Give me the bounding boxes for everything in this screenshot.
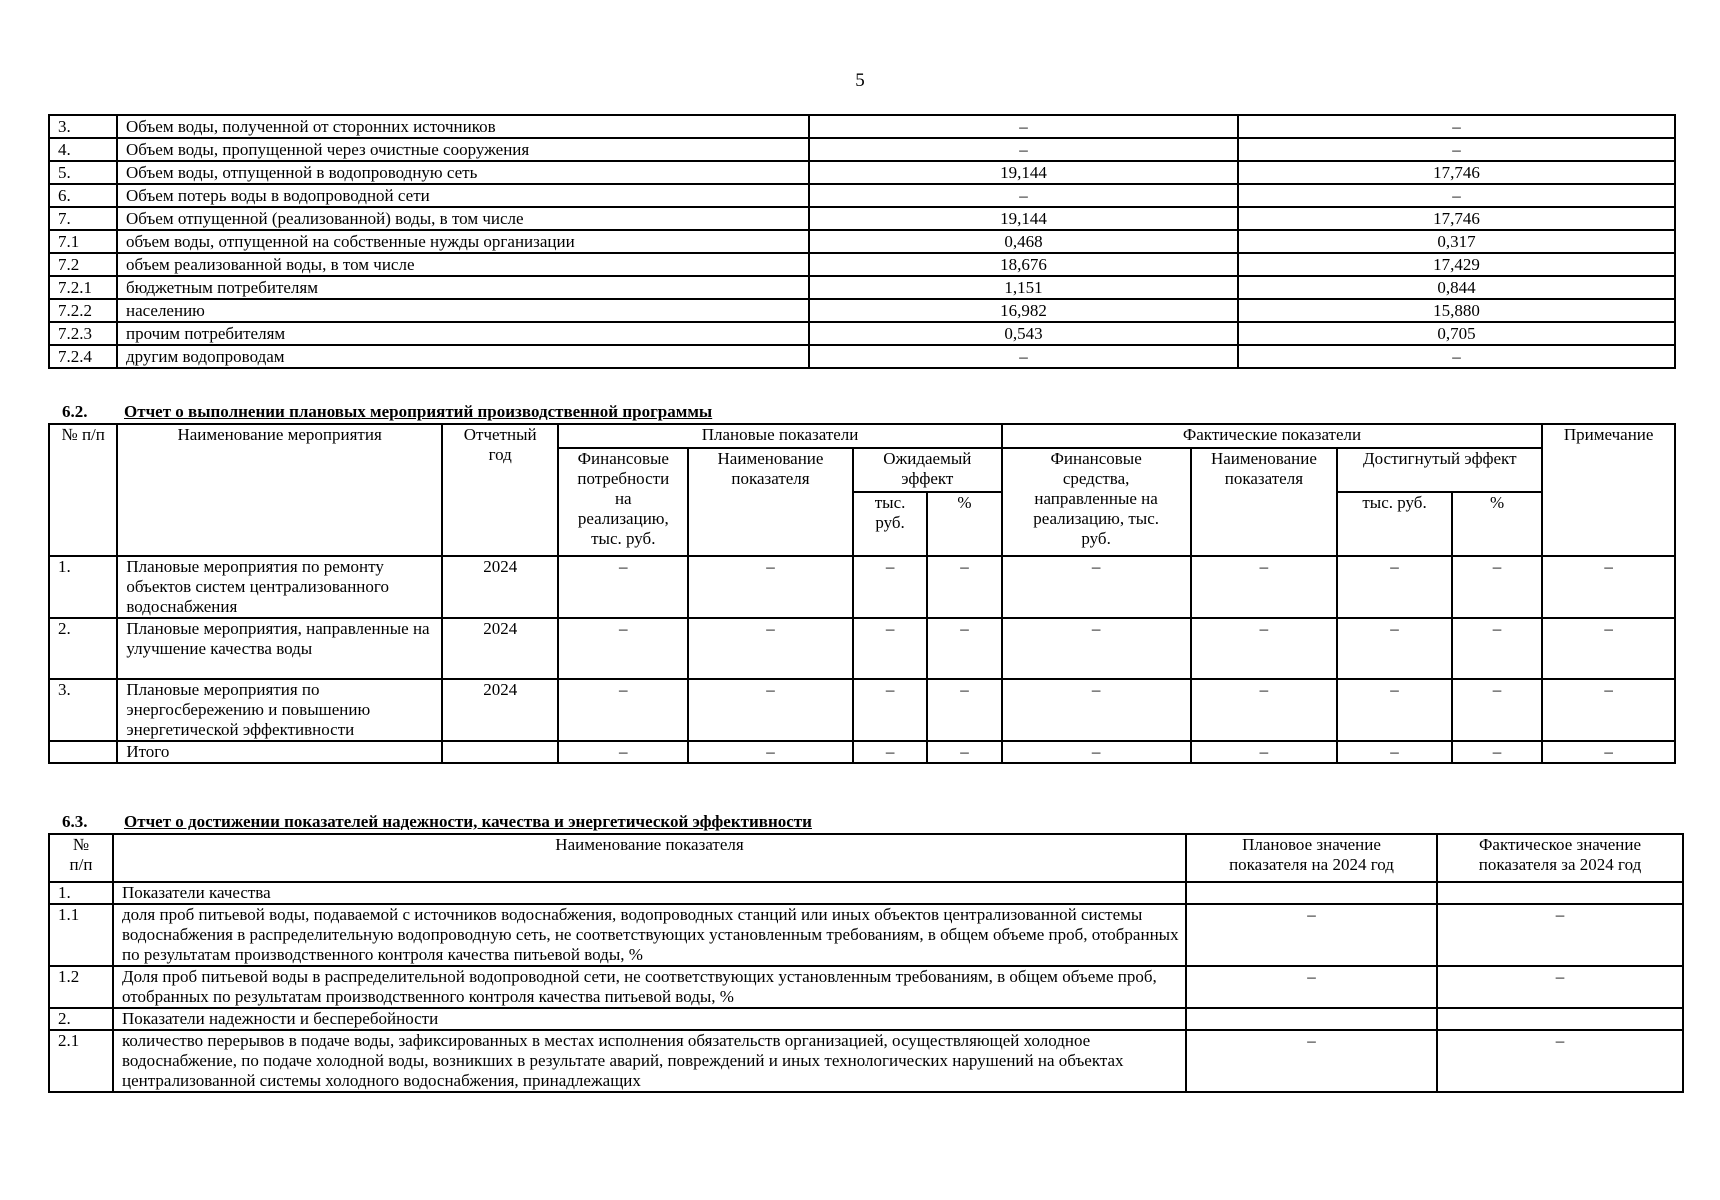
fact-value: 0,317 <box>1238 230 1675 253</box>
fact-eff-header: Достигнутый эффект <box>1337 448 1542 492</box>
row-number: 7.2.2 <box>49 299 117 322</box>
row-name: объем реализованной воды, в том числе <box>117 253 809 276</box>
table-row <box>49 207 1675 230</box>
row-cell: – <box>1191 679 1338 741</box>
row-cell: – <box>1542 556 1675 618</box>
row-year: 2024 <box>442 618 559 679</box>
plan-value: – <box>809 184 1238 207</box>
fact-value: 0,705 <box>1238 322 1675 345</box>
fact-value: – <box>1238 138 1675 161</box>
section-title-text: Отчет о достижении показателей надежности, качества и энергетической эффективности <box>124 812 812 831</box>
indicators-body <box>49 882 1683 1092</box>
plan-value: 0,468 <box>809 230 1238 253</box>
row-cell: – <box>1452 618 1542 679</box>
water-balance-table <box>48 114 1676 369</box>
row-cell: – <box>1002 679 1191 741</box>
row-number: 2. <box>49 618 117 679</box>
total-cell: – <box>927 741 1001 763</box>
row-number: 4. <box>49 138 117 161</box>
plan-ind-header: Наименование показателя <box>688 448 853 556</box>
total-cell: – <box>688 741 853 763</box>
fact-value: – <box>1437 966 1683 1008</box>
row-year <box>442 741 559 763</box>
row-number: 2.1 <box>49 1030 113 1092</box>
row-cell: – <box>1452 679 1542 741</box>
row-number: 2. <box>49 1008 113 1030</box>
row-cell: – <box>927 556 1001 618</box>
col-fact-header: Фактическое значение показателя за 2024 год <box>1437 834 1683 882</box>
table-row <box>49 966 1683 1008</box>
row-name: объем воды, отпущенной на собственные нужды организации <box>117 230 809 253</box>
row-year: 2024 <box>442 556 559 618</box>
col-note-header: Примечание <box>1542 424 1675 556</box>
col-name-header: Наименование мероприятия <box>117 424 442 556</box>
fact-value: 17,429 <box>1238 253 1675 276</box>
header-row-1 <box>49 424 1675 448</box>
row-cell: – <box>558 679 688 741</box>
row-number: 1. <box>49 882 113 904</box>
row-cell: – <box>853 618 927 679</box>
row-name: Объем воды, отпущенной в водопроводную сеть <box>117 161 809 184</box>
row-name: прочим потребителям <box>117 322 809 345</box>
plan-value: – <box>1186 966 1437 1008</box>
plan-eff-header: Ожидаемый эффект <box>853 448 1002 492</box>
row-cell: – <box>1191 556 1338 618</box>
indicators-header-row <box>49 834 1683 882</box>
fact-value: 0,844 <box>1238 276 1675 299</box>
col-num-header: № п/п <box>49 834 113 882</box>
row-cell: – <box>853 556 927 618</box>
table-row <box>49 276 1675 299</box>
plan-eff-pct-header: % <box>927 492 1001 556</box>
fact-group-header: Фактические показатели <box>1002 424 1543 448</box>
table-row <box>49 1008 1683 1030</box>
fact-ind-header: Наименование показателя <box>1191 448 1338 556</box>
fact-value: – <box>1238 184 1675 207</box>
fact-value <box>1437 882 1683 904</box>
row-cell: – <box>1002 556 1191 618</box>
row-cell: – <box>927 679 1001 741</box>
row-number <box>49 741 117 763</box>
row-number: 1. <box>49 556 117 618</box>
table-row <box>49 556 1675 618</box>
plan-value: 18,676 <box>809 253 1238 276</box>
section-title-text: Отчет о выполнении плановых мероприятий производственной программы <box>124 402 713 421</box>
total-row <box>49 741 1675 763</box>
row-cell: – <box>688 556 853 618</box>
table-row <box>49 299 1675 322</box>
fact-value: – <box>1238 115 1675 138</box>
fact-value <box>1437 1008 1683 1030</box>
col-plan-header: Плановое значение показателя на 2024 год <box>1186 834 1437 882</box>
total-cell: – <box>1452 741 1542 763</box>
row-name: Доля проб питьевой воды в распределительной водопроводной сети, не соответствующих установленным требованиям, в общем объеме проб, отобранных по результатам производственного контроля качества питьевой воды, % <box>113 966 1186 1008</box>
row-name: доля проб питьевой воды, подаваемой с источников водоснабжения, водопроводных станций или иных объектов централизованной системы водоснабжения в распределительную водопроводную сеть, не соответствующих установленным требованиям, в общем объеме проб, отобранных по результатам производственного контроля качества питьевой воды, % <box>113 904 1186 966</box>
row-cell: – <box>558 618 688 679</box>
row-name: количество перерывов в подаче воды, зафиксированных в местах исполнения обязательств организацией, осуществляющей холодное водоснабжение, по подаче холодной воды, возникших в результате аварий, повреждений и иных технологических нарушений на объектах централизованной системы холодного водоснабжения, принадлежащих <box>113 1030 1186 1092</box>
table-row <box>49 253 1675 276</box>
row-cell: – <box>1337 556 1452 618</box>
water-balance-body <box>49 115 1675 368</box>
row-number: 6. <box>49 184 117 207</box>
planned-measures-body <box>49 556 1675 763</box>
row-year: 2024 <box>442 679 559 741</box>
fact-value: – <box>1238 345 1675 368</box>
fact-eff-pct-header: % <box>1452 492 1542 556</box>
row-cell: – <box>688 618 853 679</box>
row-cell: – <box>1002 618 1191 679</box>
plan-value <box>1186 1008 1437 1030</box>
row-name: Показатели качества <box>113 882 1186 904</box>
total-cell: – <box>1337 741 1452 763</box>
table-row <box>49 679 1675 741</box>
reliability-indicators-table <box>48 833 1684 1093</box>
row-number: 7.1 <box>49 230 117 253</box>
table-row <box>49 882 1683 904</box>
row-name: Показатели надежности и бесперебойности <box>113 1008 1186 1030</box>
row-name: Объем воды, полученной от сторонних источников <box>117 115 809 138</box>
row-number: 5. <box>49 161 117 184</box>
table-row <box>49 115 1675 138</box>
table-row <box>49 345 1675 368</box>
plan-value: – <box>809 345 1238 368</box>
total-cell: – <box>1191 741 1338 763</box>
row-name: бюджетным потребителям <box>117 276 809 299</box>
row-name: населению <box>117 299 809 322</box>
fact-fin-header: Финансовые средства, направленные на реализацию, тыс. руб. <box>1002 448 1191 556</box>
row-name: Плановые мероприятия, направленные на улучшение качества воды <box>117 618 442 679</box>
row-name: Плановые мероприятия по энергосбережению и повышению энергетической эффективности <box>117 679 442 741</box>
row-number: 7.2 <box>49 253 117 276</box>
total-cell: – <box>558 741 688 763</box>
plan-value: – <box>1186 904 1437 966</box>
row-number: 1.2 <box>49 966 113 1008</box>
section-6-2-title <box>62 402 712 422</box>
table-row <box>49 184 1675 207</box>
table-row <box>49 230 1675 253</box>
section-number: 6.2. <box>62 402 88 421</box>
row-number: 3. <box>49 679 117 741</box>
table-row <box>49 322 1675 345</box>
fact-value: – <box>1437 904 1683 966</box>
row-name: другим водопроводам <box>117 345 809 368</box>
table-row <box>49 618 1675 679</box>
row-cell: – <box>853 679 927 741</box>
col-num-header: № п/п <box>49 424 117 556</box>
fact-value: 15,880 <box>1238 299 1675 322</box>
plan-value: 16,982 <box>809 299 1238 322</box>
col-name-header: Наименование показателя <box>113 834 1186 882</box>
page-number: 5 <box>855 70 865 91</box>
plan-fin-header: Финансовые потребности на реализацию, тыс. руб. <box>558 448 688 556</box>
plan-value: – <box>809 138 1238 161</box>
section-6-3-title <box>62 812 812 832</box>
row-name: Объем потерь воды в водопроводной сети <box>117 184 809 207</box>
row-name: Объем воды, пропущенной через очистные сооружения <box>117 138 809 161</box>
plan-value: – <box>1186 1030 1437 1092</box>
plan-value: 1,151 <box>809 276 1238 299</box>
table-row <box>49 161 1675 184</box>
plan-value: 19,144 <box>809 207 1238 230</box>
table-row <box>49 1030 1683 1092</box>
fact-value: 17,746 <box>1238 161 1675 184</box>
plan-eff-rub-header: тыс. руб. <box>853 492 927 556</box>
col-year-header: Отчетный год <box>442 424 559 556</box>
total-cell: – <box>1002 741 1191 763</box>
row-cell: – <box>1191 618 1338 679</box>
plan-value: – <box>809 115 1238 138</box>
row-cell: – <box>1337 679 1452 741</box>
row-cell: – <box>1542 679 1675 741</box>
total-cell: – <box>853 741 927 763</box>
table-row <box>49 138 1675 161</box>
row-cell: – <box>558 556 688 618</box>
planned-measures-table <box>48 423 1676 764</box>
table-row <box>49 904 1683 966</box>
plan-value: 0,543 <box>809 322 1238 345</box>
row-number: 7.2.1 <box>49 276 117 299</box>
row-cell: – <box>688 679 853 741</box>
plan-group-header: Плановые показатели <box>558 424 1001 448</box>
plan-value <box>1186 882 1437 904</box>
row-number: 7.2.4 <box>49 345 117 368</box>
row-cell: – <box>1337 618 1452 679</box>
row-cell: – <box>927 618 1001 679</box>
row-number: 3. <box>49 115 117 138</box>
row-cell: – <box>1452 556 1542 618</box>
fact-eff-rub-header: тыс. руб. <box>1337 492 1452 556</box>
total-cell: – <box>1542 741 1675 763</box>
row-number: 7. <box>49 207 117 230</box>
row-number: 1.1 <box>49 904 113 966</box>
fact-value: – <box>1437 1030 1683 1092</box>
section-number: 6.3. <box>62 812 88 831</box>
plan-value: 19,144 <box>809 161 1238 184</box>
row-name: Плановые мероприятия по ремонту объектов систем централизованного водоснабжения <box>117 556 442 618</box>
row-name: Объем отпущенной (реализованной) воды, в том числе <box>117 207 809 230</box>
row-cell: – <box>1542 618 1675 679</box>
total-label: Итого <box>117 741 442 763</box>
row-number: 7.2.3 <box>49 322 117 345</box>
fact-value: 17,746 <box>1238 207 1675 230</box>
